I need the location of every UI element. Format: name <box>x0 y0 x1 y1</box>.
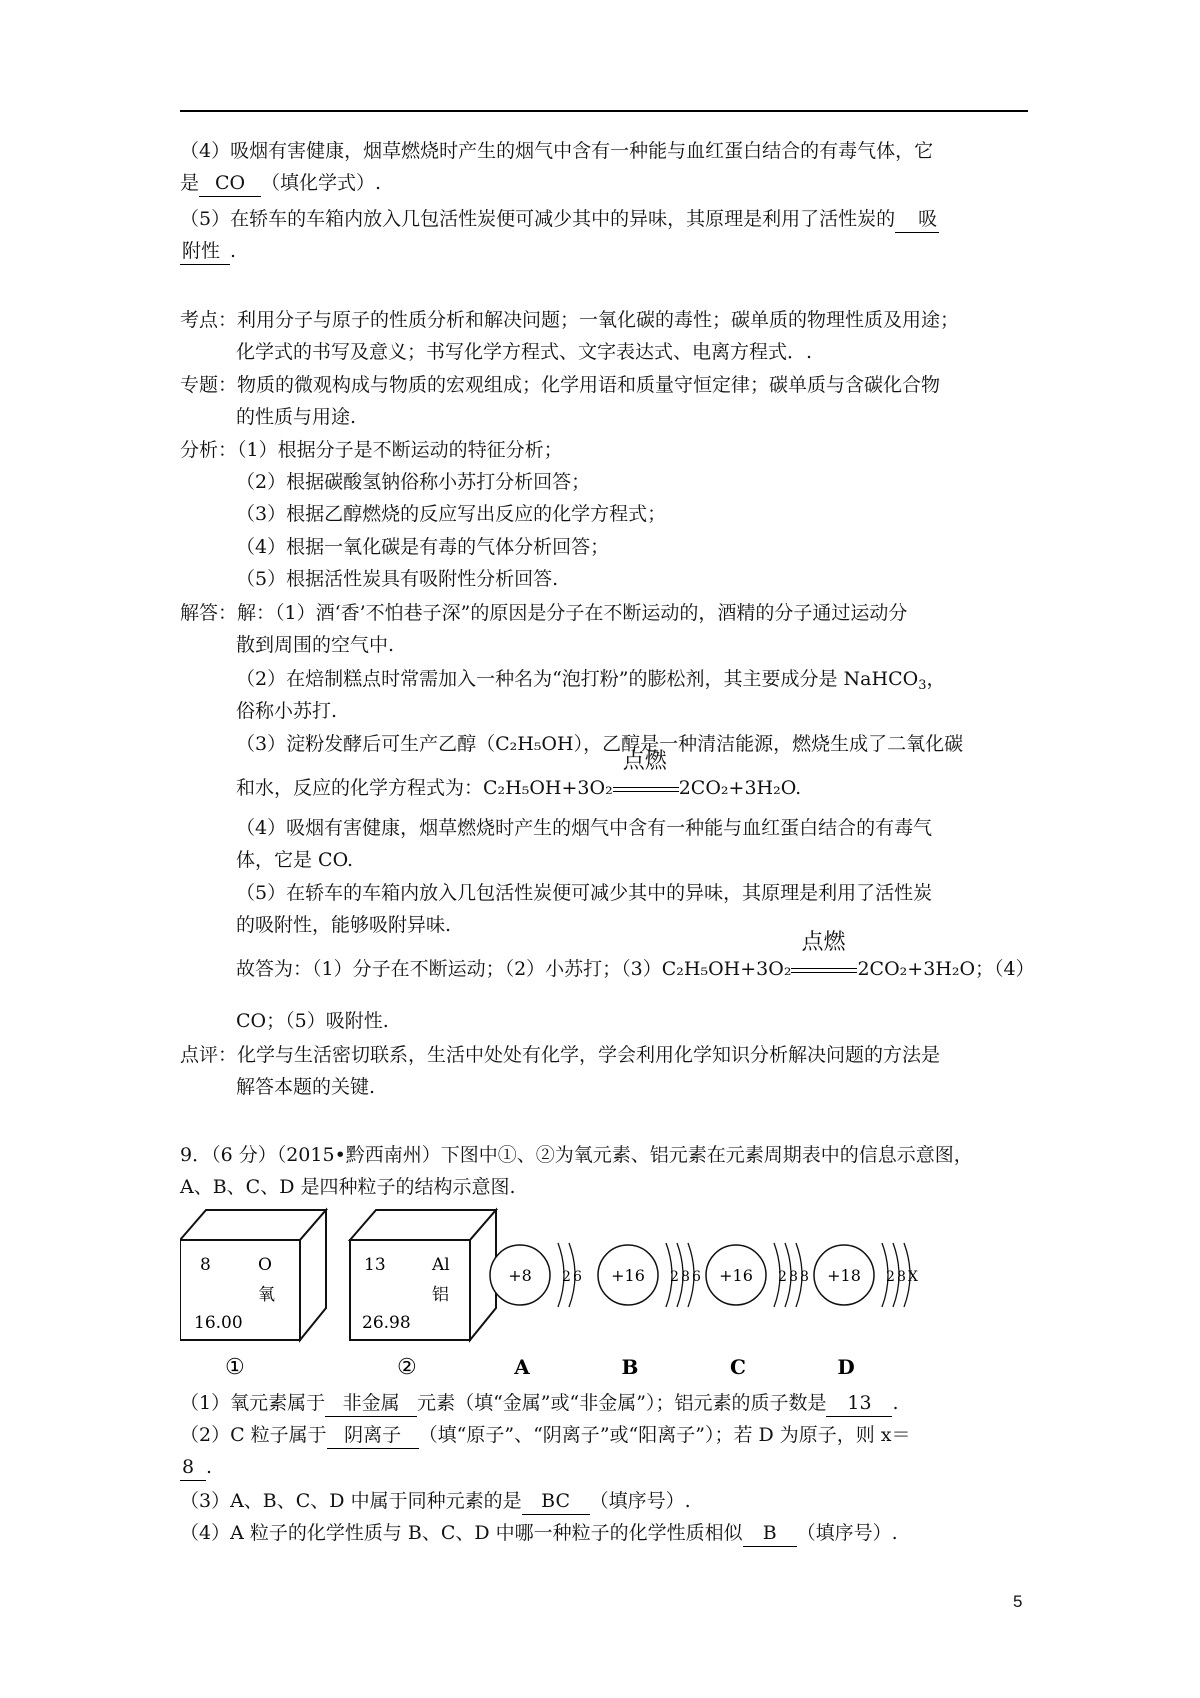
figure-label: ① <box>225 1355 245 1380</box>
answer-blank: BC <box>522 1488 590 1515</box>
atomic-number: 8 <box>200 1255 211 1275</box>
header-rule <box>180 110 1028 112</box>
jieda-a1-line1: 解答：解：（1）酒‘香’不怕巷子深”的原因是分子在不断运动的，酒精的分子通过运动分 <box>180 602 908 624</box>
element-symbol: Al <box>432 1255 450 1275</box>
jieda-a4-line2: 体，它是 CO. <box>236 849 354 871</box>
shell-electrons: 8 <box>897 1269 906 1285</box>
shell-electrons: 2 <box>778 1269 787 1285</box>
figure-label: ② <box>397 1355 417 1380</box>
jieda-a2-line1: （2）在焙制糕点时常需加入一种名为“泡打粉”的膨松剂，其主要成分是 NaHCO$_3$， <box>236 668 946 693</box>
periodic-cell-aluminium <box>350 1210 496 1380</box>
q9-p2: （2）C 粒子属于 阴离子 （填“原子”、“阴离子”或“阳离子”）；若 D 为原子，则 x＝ <box>180 1422 911 1449</box>
answer-blank: 13 <box>826 1390 892 1417</box>
shell-electrons: 2 <box>562 1269 571 1285</box>
answer-blank: 8 <box>180 1454 206 1481</box>
atom-diagram-C <box>706 1243 809 1379</box>
shell-electrons: 6 <box>692 1269 701 1285</box>
jieda-a5-line1: （5）在轿车的车箱内放入几包活性炭便可减少其中的异味，其原理是利用了活性炭 <box>236 882 933 904</box>
atomic-mass: 26.98 <box>362 1313 411 1333</box>
fenxi-line1: 分析：（1）根据分子是不断运动的特征分析； <box>180 439 563 461</box>
atom-diagram-D <box>814 1243 918 1379</box>
q8-p5-line1: （5）在轿车的车箱内放入几包活性炭便可减少其中的异味，其原理是利用了活性炭的 吸 <box>180 206 939 233</box>
q8-p4-line1: （4）吸烟有害健康，烟草燃烧时产生的烟气中含有一种能与血红蛋白结合的有毒气体，它 <box>180 140 934 162</box>
zhuanti-line2: 的性质与用途. <box>236 406 357 428</box>
fenxi-item: （5）根据活性炭具有吸附性分析回答. <box>236 568 559 590</box>
page-number: 5 <box>1013 1592 1023 1611</box>
shell-electrons: 6 <box>573 1269 582 1285</box>
dianping-line2: 解答本题的关键. <box>236 1076 376 1098</box>
element-name: 氧 <box>258 1285 275 1305</box>
q9-p4: （4）A 粒子的化学性质与 B、C、D 中哪一种粒子的化学性质相似 B （填序号）. <box>180 1520 898 1547</box>
nucleus-charge: +18 <box>827 1266 861 1285</box>
answer-blank: 非金属 <box>325 1390 417 1417</box>
shell-electrons: 2 <box>670 1269 679 1285</box>
q9-p1: （1）氧元素属于 非金属 元素（填“金属”或“非金属”）；铝元素的质子数是 13 . <box>180 1390 899 1417</box>
q9-p2-line2: 8 . <box>180 1454 212 1481</box>
dianping-line1: 点评：化学与生活密切联系，生活中处处有化学，学会利用化学知识分析解决问题的方法是 <box>180 1044 941 1066</box>
jieda-a3-equation: 和水，反应的化学方程式为：C₂H₅OH+3O₂ 点燃 2CO₂+3H₂O. <box>236 749 802 799</box>
atom-label: D <box>837 1355 855 1379</box>
jieda-answer-line1: 故答为：（1）分子在不断运动；（2）小苏打；（3）C₂H₅OH+3O₂ 点燃 2CO₂+3H₂O；（4） <box>236 930 1035 980</box>
q9-p3: （3）A、B、C、D 中属于同种元素的是 BC （填序号）. <box>180 1488 691 1515</box>
jieda-answer-line2: CO；（5）吸附性. <box>236 1010 389 1032</box>
q8-p4-line2: 是 CO （填化学式）. <box>180 170 381 197</box>
answer-blank: CO <box>199 170 261 197</box>
answer-blank: 吸 <box>895 206 939 233</box>
jieda-a1-line2: 散到周围的空气中. <box>236 634 395 656</box>
element-name: 铝 <box>432 1285 449 1305</box>
atom-diagram-A <box>490 1243 582 1379</box>
fenxi-item: （2）根据碳酸氢钠俗称小苏打分析回答； <box>236 471 591 493</box>
atom-diagram-B <box>598 1243 701 1379</box>
shell-electrons: 8 <box>800 1269 809 1285</box>
jieda-a3-line1: （3）淀粉发酵后可生产乙醇（C₂H₅OH），乙醇是一种清洁能源，燃烧生成了二氧化碳 <box>236 733 964 755</box>
atom-label: B <box>621 1355 639 1379</box>
zhuanti-line1: 专题：物质的微观构成与物质的宏观组成；化学用语和质量守恒定律；碳单质与含碳化合物 <box>180 374 941 396</box>
shell-electrons: X <box>908 1269 918 1285</box>
atomic-mass: 16.00 <box>194 1313 243 1333</box>
element-figure <box>180 1200 940 1380</box>
shell-electrons: 8 <box>681 1269 690 1285</box>
nucleus-charge: +16 <box>611 1266 645 1285</box>
atom-label: C <box>730 1355 746 1379</box>
jieda-a2-line2: 俗称小苏打. <box>236 700 338 722</box>
atom-label: A <box>514 1355 530 1379</box>
shell-electrons: 8 <box>789 1269 798 1285</box>
nucleus-charge: +16 <box>719 1266 753 1285</box>
shell-electrons: 2 <box>886 1269 895 1285</box>
reaction-arrow: 点燃 <box>791 956 857 982</box>
answer-blank: 附性 <box>180 238 230 265</box>
atomic-number: 13 <box>364 1255 386 1275</box>
jieda-a4-line1: （4）吸烟有害健康，烟草燃烧时产生的烟气中含有一种能与血红蛋白结合的有毒气 <box>236 817 933 839</box>
kaodian-line2: 化学式的书写及意义；书写化学方程式、文字表达式、电离方程式．. <box>236 341 813 363</box>
q9-stem-line2: A、B、C、D 是四种粒子的结构示意图. <box>180 1176 516 1198</box>
kaodian-line1: 考点：利用分子与原子的性质分析和解决问题；一氧化碳的毒性；碳单质的物理性质及用途； <box>180 309 960 331</box>
q9-stem-line1: 9．（6 分）（2015•黔西南州）下图中①、②为氧元素、铝元素在元素周期表中的信息示意图， <box>180 1144 973 1166</box>
nucleus-charge: +8 <box>508 1266 532 1285</box>
jieda-a5-line2: 的吸附性，能够吸附异味. <box>236 914 452 936</box>
answer-blank: 阴离子 <box>327 1422 419 1449</box>
answer-blank: B <box>743 1520 797 1547</box>
element-symbol: O <box>258 1255 272 1275</box>
fenxi-item: （3）根据乙醇燃烧的反应写出反应的化学方程式； <box>236 503 667 525</box>
periodic-cell-oxygen <box>180 1210 326 1380</box>
fenxi-item: （4）根据一氧化碳是有毒的气体分析回答； <box>236 536 610 558</box>
reaction-arrow: 点燃 <box>613 775 679 801</box>
q8-p5-line2: 附性 . <box>180 238 236 265</box>
